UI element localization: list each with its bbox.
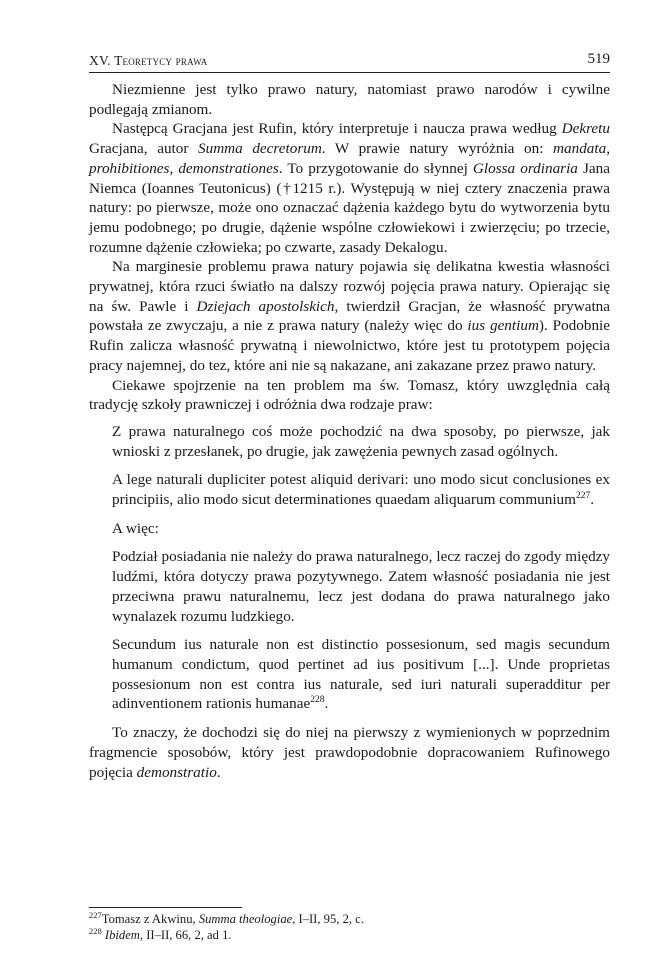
running-header xyxy=(89,51,610,73)
paragraph: Niezmienne jest tylko prawo natury, natomiast prawo narodów i cywilne podlegają zmianom. xyxy=(89,81,610,118)
footnote-divider xyxy=(89,907,242,908)
emphasis: Dziejach apostolskich xyxy=(196,297,335,315)
block-quote-connector: A więc: xyxy=(112,519,159,537)
footnote-number: 228 xyxy=(89,925,102,936)
paragraph: To znaczy, że dochodzi się do niej na pierwszy z wymienionych w poprzednim fragmencie sposobów, który jest prawdopodobnie dopracowaniem Rufinowego pojęcia demonstratio. xyxy=(89,724,610,781)
paragraph: Następcą Gracjana jest Rufin, który interpretuje i naucza prawa według Dekretu Gracjana, autor Summa decretorum. W prawie natury wyróżnia on: mandata, prohibitiones, demonstrationes. To przygotowanie do słynnej Glossa ordinaria Jana Niemca (Ioannes Teutonicus) (†1215 r.). Występują w niej cztery znaczenia prawa natury: po pierwsze, może ono oznaczać dążenia każdego bytu do wytworzenia bytu jemu podobnego; po drugie, dążenie wspólne człowiekowi i zwierzęciu; po trzecie, rozumne dążenie człowieka; po czwarte, zasady Dekalogu. xyxy=(89,120,610,256)
footnote-ref: 227 xyxy=(575,491,591,501)
block-quote-latin: A lege naturali dupliciter potest aliquid derivari: uno modo sicut conclusiones ex principiis, alio modo sicut determinationes quaedam aliquarum communium$^{227}$. xyxy=(112,471,610,509)
emphasis: mandata, prohibitiones, demonstrationes xyxy=(89,140,610,177)
block-quote-latin: Secundum ius naturale non est distinctio possesionum, sed magis secundum humanum condictum, quod pertinet ad ius positivum [...]. Unde proprietas possesionum non est contra ius naturale, sed iuri naturali superadditur per adinventionem rationis humanae$^{228}$. xyxy=(112,636,610,713)
block-quote: Z prawa naturalnego coś może pochodzić na dwa sposoby, po pierwsze, jak wnioski z przesłanek, po drugie, jak zawężenia pewnych zasad ogólnych. xyxy=(112,422,610,460)
paragraph: Na marginesie problemu prawa natury pojawia się delikatna kwestia własności prywatnej, która rzuci światło na dalszy rozwój pojęcia prawa natury. Opierając się na św. Pawle i Dziejach apostolskich, twierdził Gracjan, że własność prywatna powstała ze zwyczaju, a nie z prawa natury (należy więc do ius gentium). Podobnie Rufin zalicza własność prywatną i niewolnictwo, które jest tu prototypem pojęcia pracy najemnej, do tez, które ani nie są nakazane, ani zakazane przez prawo natury. xyxy=(89,258,611,374)
footnote: $^{228}$ Ibidem, II–II, 66, 2, ad 1. xyxy=(89,925,232,942)
running-title: XV. Teoretycy prawa xyxy=(89,53,208,68)
emphasis: demonstratio xyxy=(136,763,217,781)
footnote: $^{227}$Tomasz z Akwinu, Summa theologiae, I–II, 95, 2, c. xyxy=(89,909,364,926)
paragraph: Ciekawe spojrzenie na ten problem ma św. Tomasz, który uwzględnia całą tradycję szkoły prawniczej i odróżnia dwa rodzaje praw: xyxy=(89,376,610,414)
footnote-number: 227 xyxy=(89,909,102,920)
page-number: 519 xyxy=(587,51,610,67)
footnotes xyxy=(89,911,610,943)
main-text xyxy=(89,80,610,782)
block-quote: Podział posiadania nie należy do prawa naturalnego, lecz raczej do zgody między ludźmi, która dotyczy prawa pozytywnego. Zatem własność posiadania nie jest przeciwna prawu naturalnemu, lecz jest dodana do prawa naturalnego jako wynalazek rozumu ludzkiego. xyxy=(112,548,610,625)
emphasis: Summa decretorum xyxy=(198,140,322,158)
emphasis: Glossa ordinaria xyxy=(472,159,578,177)
footnote-ref: 228 xyxy=(310,695,325,706)
emphasis: Dekretu xyxy=(561,120,610,138)
emphasis: ius gentium xyxy=(467,317,539,335)
